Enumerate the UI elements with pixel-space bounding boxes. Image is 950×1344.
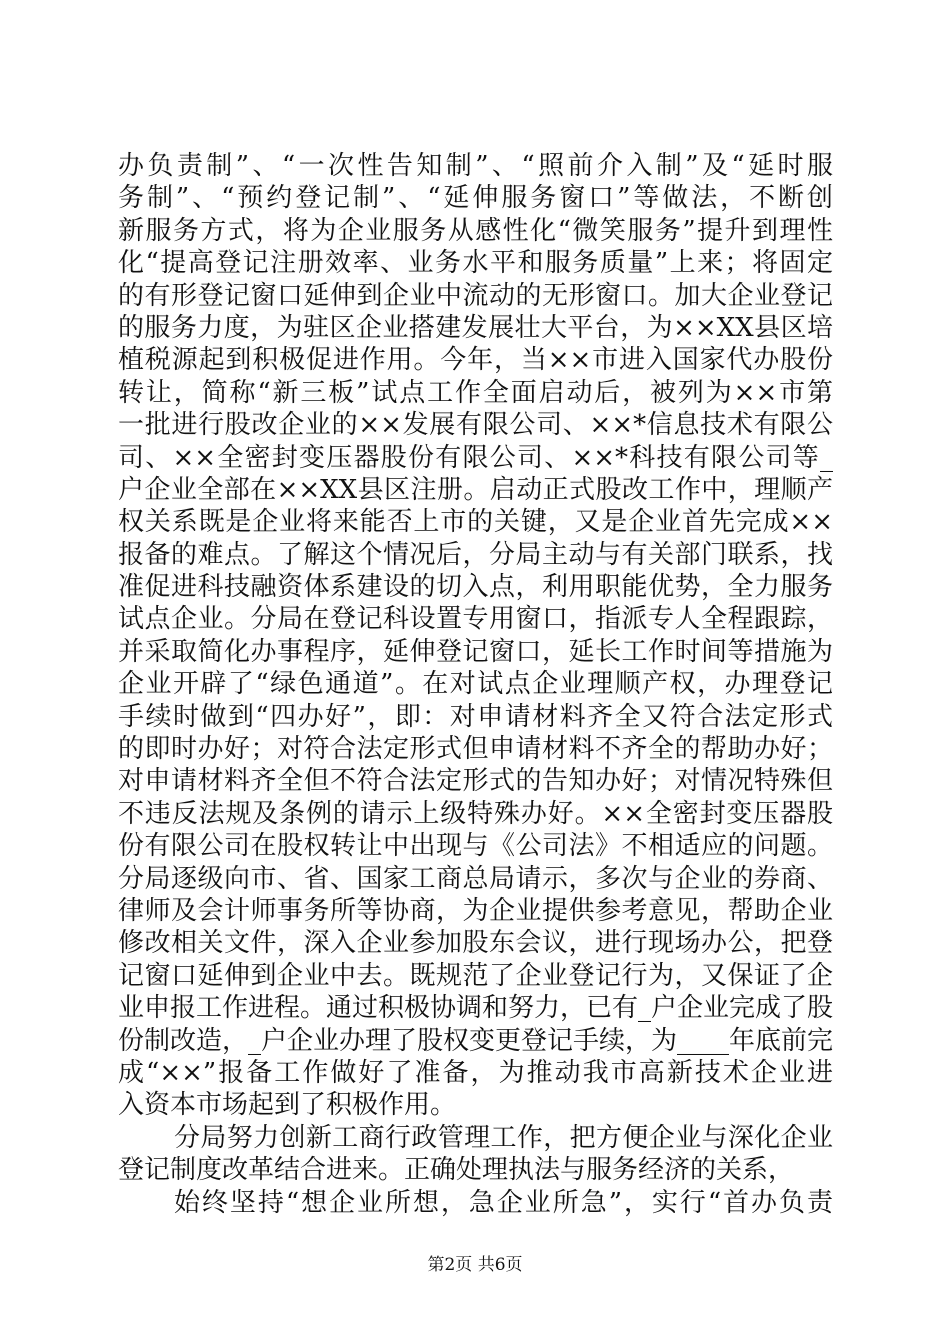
text-line-26: 记窗口延伸到企业中去。既规范了企业登记行为，又保证了企 bbox=[118, 960, 833, 991]
text-line-19: 的即时办好；对符合法定形式但申请材料不齐全的帮助办好； bbox=[118, 734, 833, 765]
text-line-15: 试点企业。分局在登记科设置专用窗口，指派专人全程跟踪， bbox=[118, 604, 833, 635]
text-line-31: 分局努力创新工商行政管理工作，把方便企业与深化企业 bbox=[174, 1122, 833, 1153]
text-line-9: 一批进行股改企业的××发展有限公司、××*信息技术有限公 bbox=[118, 410, 833, 441]
text-line-1: 办负责制”、“一次性告知制”、“照前介入制”及“延时服 bbox=[118, 151, 833, 181]
body-text bbox=[118, 150, 833, 1219]
text-line-14: 准促进科技融资体系建设的切入点，利用职能优势，全力服务 bbox=[118, 572, 833, 603]
text-line-18: 手续时做到“四办好”，即：对申请材料齐全又符合法定形式 bbox=[118, 701, 833, 732]
text-line-23: 分局逐级向市、省、国家工商总局请示，多次与企业的券商、 bbox=[118, 863, 833, 894]
text-line-30: 入资本市场起到了积极作用。 bbox=[118, 1090, 457, 1121]
text-line-2: 务制”、“预约登记制”、“延伸服务窗口”等做法，不断创 bbox=[118, 183, 833, 214]
text-line-25: 修改相关文件，深入企业参加股东会议，进行现场办公，把登 bbox=[118, 928, 833, 959]
text-line-11: 户企业全部在××XX县区注册。启动正式股改工作中，理顺产 bbox=[118, 474, 833, 505]
text-line-10: 司、××全密封变压器股份有限公司、××*科技有限公司等_ bbox=[118, 442, 833, 473]
text-line-22: 份有限公司在股权转让中出现与《公司法》不相适应的问题。 bbox=[118, 831, 833, 862]
text-line-21: 不违反法规及条例的请示上级特殊办好。××全密封变压器股 bbox=[118, 798, 833, 829]
text-line-33: 始终坚持“想企业所想，急企业所急”，实行“首办负责 bbox=[174, 1187, 833, 1218]
text-line-7: 植税源起到积极促进作用。今年，当××市进入国家代办股份 bbox=[118, 345, 833, 376]
text-line-32: 登记制度改革结合进来。正确处理执法与服务经济的关系， bbox=[118, 1155, 795, 1186]
page-number: 第2页 共6页 bbox=[427, 1255, 523, 1275]
text-line-17: 企业开辟了“绿色通道”。在对试点企业理顺产权，办理登记 bbox=[118, 669, 833, 700]
text-line-28: 份制改造，_户企业办理了股权变更登记手续，为____年底前完 bbox=[118, 1025, 833, 1056]
text-line-16: 并采取简化办事程序，延伸登记窗口，延长工作时间等措施为 bbox=[118, 636, 833, 667]
text-line-8: 转让，简称“新三板”试点工作全面启动后，被列为××市第 bbox=[118, 377, 833, 408]
page-footer bbox=[0, 1250, 950, 1275]
text-line-4: 化“提高登记注册效率、业务水平和服务质量”上来；将固定 bbox=[118, 248, 833, 279]
text-line-29: 成“××”报备工作做好了准备，为推动我市高新技术企业进 bbox=[118, 1057, 833, 1088]
text-line-3: 新服务方式，将为企业服务从感性化“微笑服务”提升到理性 bbox=[118, 215, 833, 246]
text-line-13: 报备的难点。了解这个情况后，分局主动与有关部门联系，找 bbox=[118, 539, 833, 570]
text-line-27: 业申报工作进程。通过积极协调和努力，已有_户企业完成了股 bbox=[118, 993, 833, 1024]
text-line-5: 的有形登记窗口延伸到企业中流动的无形窗口。加大企业登记 bbox=[118, 280, 833, 311]
text-line-6: 的服务力度，为驻区企业搭建发展壮大平台，为××XX县区培 bbox=[118, 312, 833, 343]
text-line-20: 对申请材料齐全但不符合法定形式的告知办好；对情况特殊但 bbox=[118, 766, 833, 797]
text-line-12: 权关系既是企业将来能否上市的关键，又是企业首先完成×× bbox=[118, 507, 833, 538]
text-line-24: 律师及会计师事务所等协商，为企业提供参考意见，帮助企业 bbox=[118, 895, 833, 926]
